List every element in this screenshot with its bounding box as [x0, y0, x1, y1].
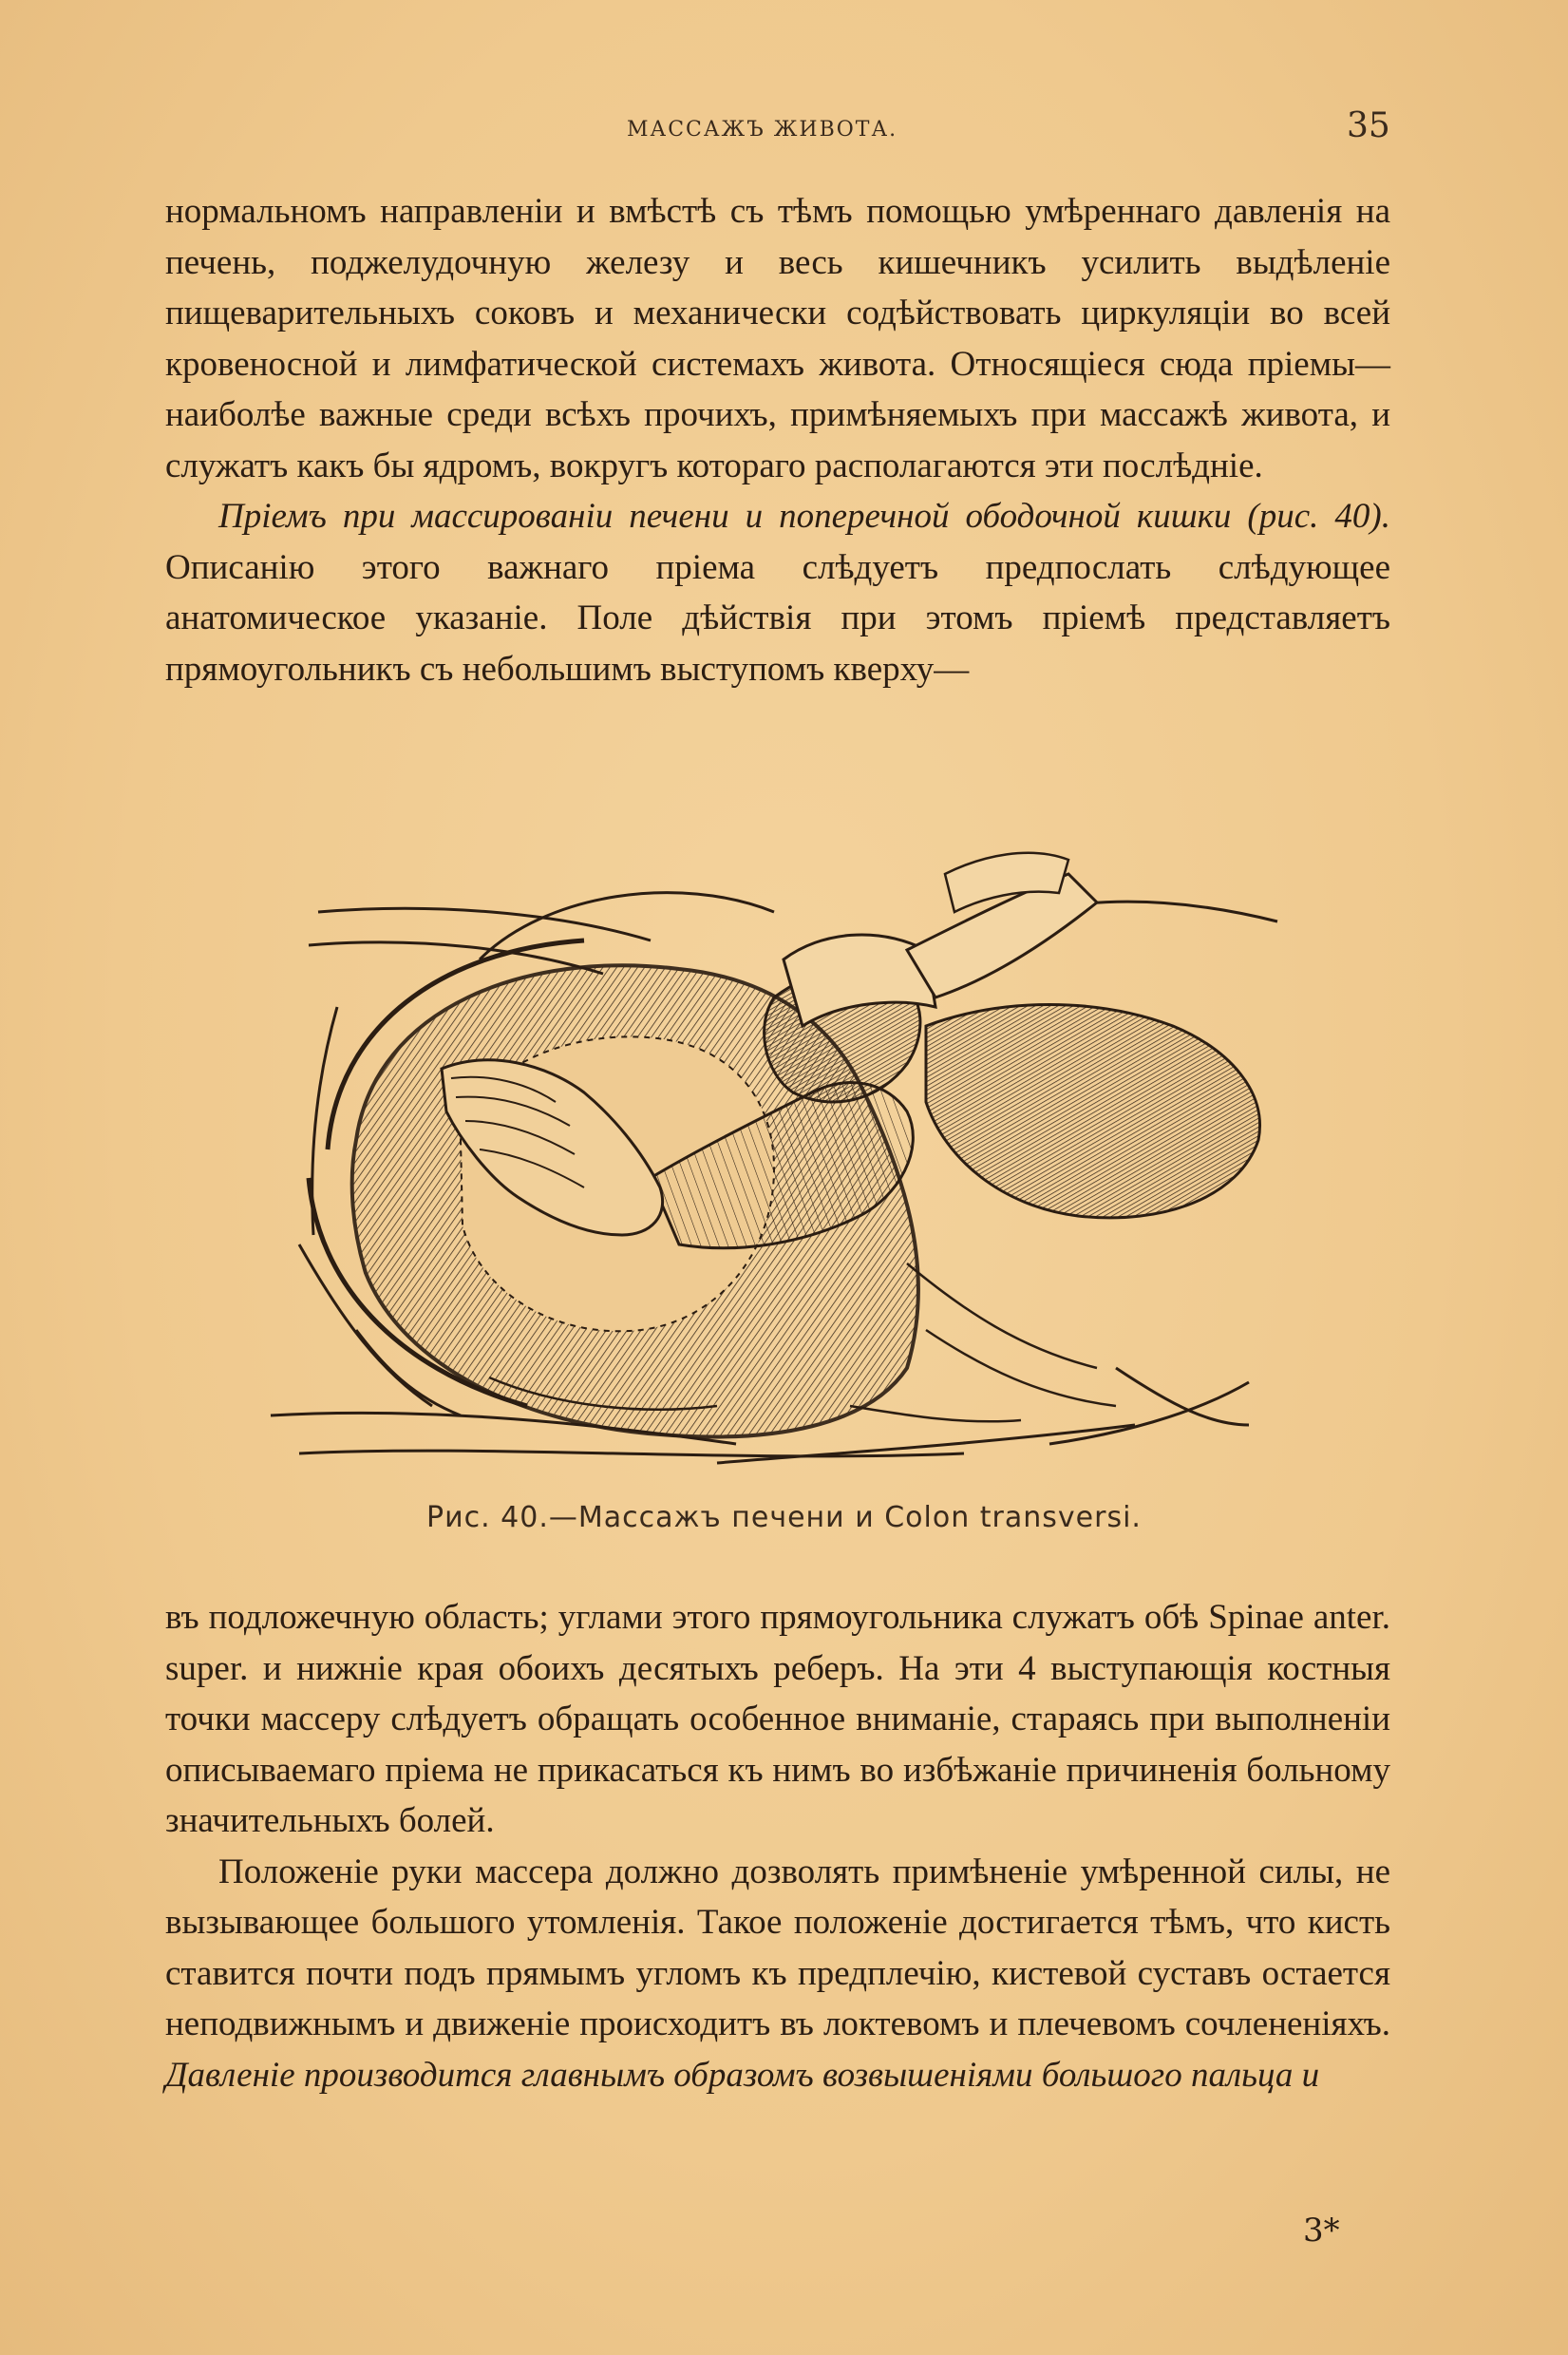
running-head [0, 106, 1568, 154]
figure-caption: Рис. 40.—Массажъ печени и Colon transversi. [426, 1501, 1142, 1534]
paragraph-2-lead: Пріемъ при массированіи печени и поперечной ободочной кишки (рис. 40). [218, 497, 1390, 536]
massage-engraving [242, 836, 1325, 1501]
text-block-top [165, 186, 1390, 694]
paragraph-1: нормальномъ направленіи и вмѣстѣ съ тѣмъ помощью умѣреннаго давленія на печень, поджелудочную железу и весь кишечникъ усилить выдѣленіе пищеварительныхъ соковъ и механически содѣйствовать циркуляціи во всей кровеносной и лимфатической системахъ живота. Относящіеся сюда пріемы—наиболѣе важные среди всѣхъ прочихъ, примѣняемыхъ при массажѣ живота, и служатъ какъ бы ядромъ, вокругъ котораго располагаются эти послѣдніе. [165, 192, 1390, 485]
paragraph-4-body: Положеніе руки массера должно дозволять примѣненіе умѣренной силы, не вызывающее большого утомленія. Такое положеніе достигается тѣмъ, что кисть ставится почти подъ прямымъ угломъ къ предплечію, кистевой суставъ остается неподвижнымъ и движеніе происходитъ въ локтевомъ и плечевомъ сочлененіяхъ. [165, 1852, 1390, 2043]
paragraph-4 [165, 1847, 1390, 2101]
figure-40-illustration [242, 836, 1325, 1501]
page-number: 35 [1347, 106, 1390, 145]
text-block-bottom [165, 1592, 1390, 2100]
head-hair [926, 1005, 1260, 1218]
running-title: МАССАЖЪ ЖИВОТА. [627, 118, 898, 142]
paragraph-2 [165, 491, 1390, 694]
paragraph-3: въ подложечную область; углами этого прямоугольника служатъ обѣ Spinae anter. super. и нижніе края обоихъ десятыхъ реберъ. На эти 4 выступающія костныя точки массеру слѣдуетъ обращать особенное вниманіе, стараясь при выполненіи описываемаго пріема не прикасаться къ нимъ во избѣжаніе причиненія больному значительныхъ болей. [165, 1598, 1390, 1840]
paragraph-2-body: Описанію этого важнаго пріема слѣдуетъ предпослать слѣдующее анатомическое указаніе. Поле дѣйствія при этомъ пріемѣ представляетъ прямоугольникъ съ небольшимъ выступомъ кверху— [165, 547, 1390, 689]
signature-mark: 3* [1303, 2212, 1340, 2250]
paragraph-4-italic: Давленіе производится главнымъ образомъ возвышеніями большого пальца и [165, 2055, 1320, 2095]
